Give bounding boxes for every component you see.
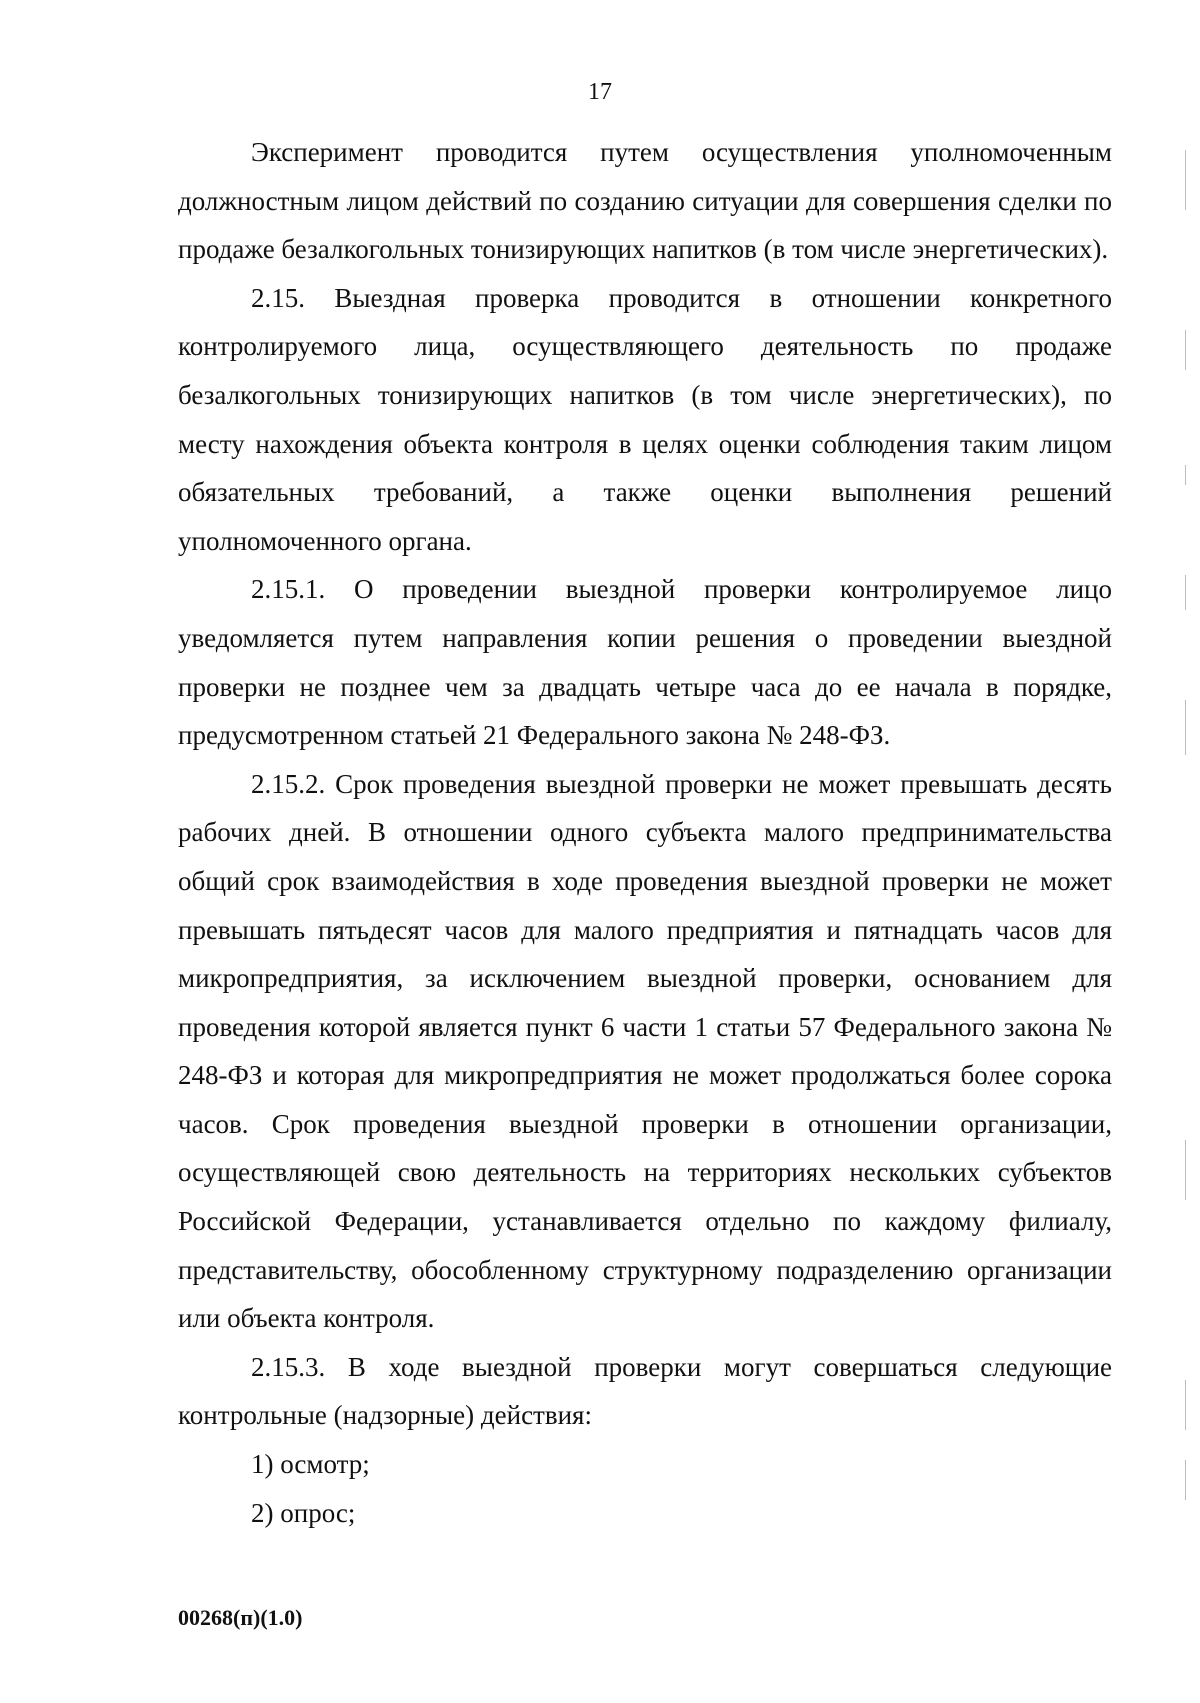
list-item-survey: 2) опрос; [251,1497,356,1528]
list-item-inspection: 1) осмотр; [251,1449,370,1480]
scan-edge-mark [1185,700,1186,755]
scan-edge-mark [1185,575,1186,610]
paragraph-2-15-1: 2.15.1. О проведении выездной проверки контролируемое лицо уведомляется путем направления копии решения о проведении выездной проверки не позднее чем за двадцать четыре часа до ее начала в порядке, предусмотренном статьей 21 Федерального закона № 248-ФЗ. [178,574,1112,751]
paragraph-2-15-2: 2.15.2. Срок проведения выездной проверки не может превышать десять рабочих дней. В отношении одного субъекта малого предпринимательства общий срок взаимодействия в ходе проведения выездной проверки не может превышать пятьдесят часов для малого предприятия и пятнадцать часов для микропредприятия, за исключением выездной проверки, основанием для проведения которой является пункт 6 части 1 статьи 57 Федерального закона № 248-ФЗ и которая для микропредприятия не может продолжаться более сорока часов. Срок проведения выездной проверки в отношении организации, осуществляющей свою деятельность на территориях нескольких субъектов Российской Федерации, устанавливается отдельно по каждому филиалу, представительству, обособленному структурному подразделению организации или объекта контроля. [178,768,1112,1334]
scan-edge-mark [1185,1460,1186,1500]
document-code: 00268(п)(1.0) [178,1605,303,1630]
paragraph-2-15-3: 2.15.3. В ходе выездной проверки могут совершаться следующие контрольные (надзорные) действия: [178,1351,1112,1431]
paragraph-2-15: 2.15. Выездная проверка проводится в отношении конкретного контролируемого лица, осуществляющего деятельность по продаже безалкогольных тонизирующих напитков (в том числе энергетических), по месту нахождения объекта контроля в целях оценки соблюдения таким лицом обязательных требований, а также оценки выполнения решений уполномоченного органа. [178,282,1112,556]
scan-edge-mark [1185,1380,1186,1430]
paragraph-experiment: Эксперимент проводится путем осуществления уполномоченным должностным лицом действий по созданию ситуации для совершения сделки по продаже безалкогольных тонизирующих напитков (в том числе энергетических). [178,137,1112,265]
scan-edge-mark [1185,150,1186,210]
page-number: 17 [588,79,612,105]
scan-edge-mark [1185,330,1186,370]
document-body [178,128,1112,1537]
scan-edge-mark [1185,1140,1186,1200]
scan-edge-mark [1185,465,1186,485]
